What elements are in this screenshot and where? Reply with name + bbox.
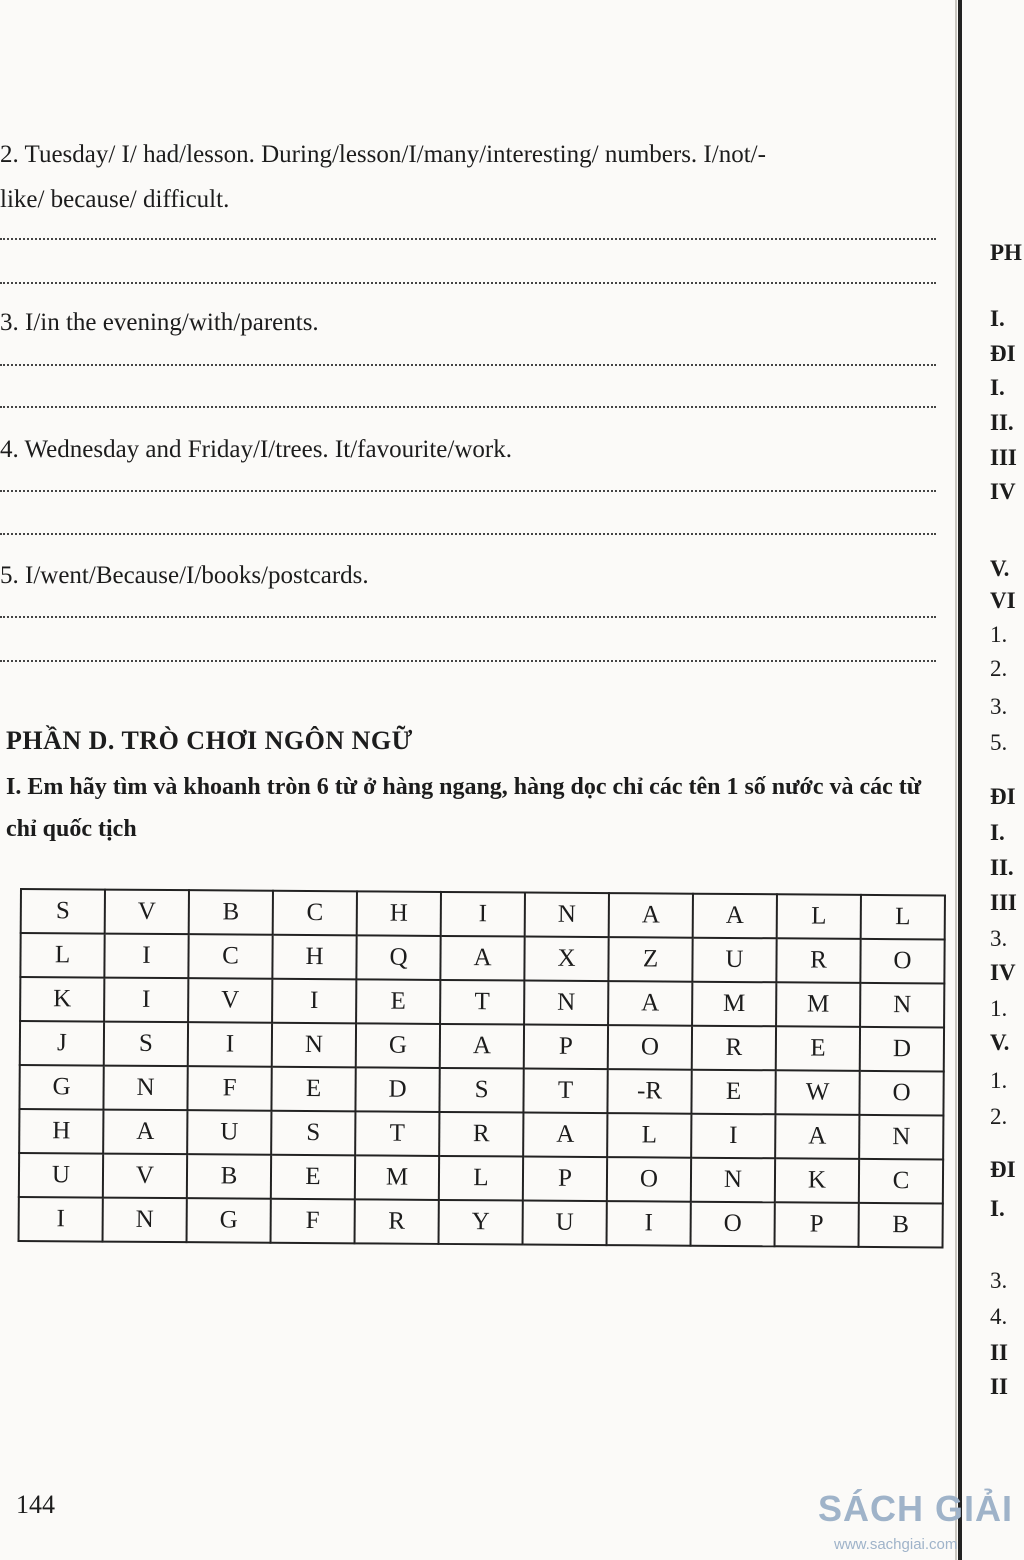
grid-cell[interactable]: N (103, 1066, 187, 1111)
grid-cell[interactable]: P (524, 1025, 608, 1070)
exercise-item-2-line-2: like/ because/ difficult. (0, 186, 230, 213)
next-page-fragment: PH (990, 240, 1022, 265)
grid-cell[interactable]: G (356, 1023, 440, 1068)
grid-cell[interactable]: O (607, 1157, 691, 1202)
grid-cell[interactable]: V (105, 890, 189, 935)
grid-cell[interactable]: N (691, 1158, 775, 1203)
grid-cell[interactable]: A (440, 936, 524, 981)
grid-cell[interactable]: Z (608, 937, 692, 982)
grid-cell[interactable]: N (859, 1115, 943, 1160)
grid-cell[interactable]: B (859, 1203, 943, 1248)
exercise-instruction: I. Em hãy tìm và khoanh tròn 6 từ ở hàng ngang, hàng dọc chỉ các tên 1 số nước và các từ chỉ quốc tịch (6, 774, 922, 842)
grid-cell[interactable]: S (21, 889, 105, 934)
grid-cell[interactable]: U (692, 938, 776, 983)
grid-cell[interactable]: D (355, 1067, 439, 1112)
grid-cell[interactable]: Y (439, 1200, 523, 1245)
next-page-fragment: 3. (990, 694, 1008, 719)
grid-cell[interactable]: F (187, 1066, 271, 1111)
grid-cell[interactable]: -R (607, 1069, 691, 1114)
next-page-fragment: 4. (990, 1304, 1008, 1329)
watermark-brand: SÁCH GIẢI (818, 1488, 1014, 1529)
grid-cell[interactable]: M (355, 1155, 439, 1200)
grid-cell[interactable]: E (776, 1026, 860, 1071)
grid-cell[interactable]: V (103, 1154, 187, 1199)
grid-cell[interactable]: N (525, 893, 609, 938)
next-page-fragment: II (990, 1374, 1008, 1399)
grid-cell[interactable]: G (19, 1065, 103, 1110)
grid-cell[interactable]: X (524, 937, 608, 982)
exercise-item-2-line-1: 2. Tuesday/ I/ had/lesson. During/lesson/I/many/interesting/ numbers. I/not/- (0, 141, 766, 168)
grid-cell[interactable]: O (691, 1202, 775, 1247)
next-page-fragment: III (990, 445, 1017, 470)
grid-cell[interactable]: Q (356, 935, 440, 980)
grid-cell[interactable]: M (776, 982, 860, 1027)
grid-cell[interactable]: R (776, 938, 860, 983)
grid-cell[interactable]: L (607, 1113, 691, 1158)
grid-cell[interactable]: P (775, 1202, 859, 1247)
grid-cell[interactable]: I (19, 1197, 103, 1242)
next-page-fragment: I. (990, 820, 1005, 845)
grid-cell[interactable]: S (271, 1111, 355, 1156)
next-page-fragment: 1. (990, 1068, 1008, 1093)
grid-cell[interactable]: A (775, 1114, 859, 1159)
grid-cell[interactable]: N (103, 1198, 187, 1243)
grid-cell[interactable]: W (775, 1070, 859, 1115)
next-page-fragment: I. (990, 375, 1005, 400)
grid-cell[interactable]: N (860, 983, 944, 1028)
next-page-fragment: IV (990, 960, 1016, 985)
answer-line[interactable] (0, 238, 936, 240)
grid-cell[interactable]: L (777, 894, 861, 939)
exercise-item-4-line-1: 4. Wednesday and Friday/I/trees. It/favourite/work. (0, 436, 512, 463)
next-page-fragment: 2. (990, 656, 1008, 681)
grid-cell[interactable]: O (608, 1025, 692, 1070)
next-page-fragment: II. (990, 855, 1014, 880)
next-page-fragment: II. (990, 410, 1014, 435)
grid-cell[interactable]: N (272, 1023, 356, 1068)
next-page-fragment: III (990, 890, 1017, 915)
next-page-fragment: 1. (990, 622, 1008, 647)
next-page-fragment: ĐI (990, 1157, 1016, 1182)
grid-cell[interactable]: S (439, 1068, 523, 1113)
answer-line[interactable] (0, 490, 936, 492)
grid-row (20, 1021, 944, 1071)
section-heading: PHẦN D. TRÒ CHƠI NGÔN NGỮ (6, 726, 413, 755)
grid-cell[interactable]: R (692, 1026, 776, 1071)
grid-row (19, 1109, 943, 1159)
grid-cell[interactable]: A (693, 894, 777, 939)
grid-row (19, 1197, 943, 1247)
grid-cell[interactable]: L (439, 1156, 523, 1201)
grid-row (19, 1153, 943, 1203)
grid-cell[interactable]: T (523, 1069, 607, 1114)
grid-cell[interactable]: I (441, 892, 525, 937)
grid-cell[interactable]: I (104, 978, 188, 1023)
next-page-margin (962, 0, 1024, 1560)
exercise-item-5-line-1: 5. I/went/Because/I/books/postcards. (0, 562, 369, 589)
grid-cell[interactable]: I (272, 979, 356, 1024)
grid-cell[interactable]: A (609, 893, 693, 938)
grid-row (20, 977, 944, 1027)
next-page-fragment: V. (990, 1030, 1010, 1055)
grid-cell[interactable]: B (187, 1154, 271, 1199)
grid-cell[interactable]: I (691, 1114, 775, 1159)
grid-row (20, 933, 944, 983)
grid-cell[interactable]: C (188, 934, 272, 979)
grid-cell[interactable]: J (20, 1021, 104, 1066)
answer-line[interactable] (0, 364, 936, 366)
next-page-fragment: ĐI (990, 784, 1016, 809)
next-page-fragment: 2. (990, 1104, 1008, 1129)
answer-line[interactable] (0, 533, 936, 535)
grid-cell[interactable]: I (607, 1201, 691, 1246)
grid-cell[interactable]: V (188, 978, 272, 1023)
grid-row (19, 1065, 943, 1115)
next-page-fragment: 3. (990, 926, 1008, 951)
grid-cell[interactable]: H (19, 1109, 103, 1154)
next-page-fragment: 5. (990, 730, 1008, 755)
grid-cell[interactable]: E (356, 979, 440, 1024)
grid-cell[interactable]: A (440, 1024, 524, 1069)
grid-cell[interactable]: R (355, 1199, 439, 1244)
next-page-fragment: V. (990, 556, 1010, 581)
grid-cell[interactable]: T (355, 1111, 439, 1156)
grid-cell[interactable]: T (440, 980, 524, 1025)
next-page-fragment: VI (990, 588, 1016, 613)
next-page-fragment: I. (990, 1196, 1005, 1221)
grid-cell[interactable]: R (439, 1112, 523, 1157)
next-page-fragment: ĐI (990, 341, 1016, 366)
grid-cell[interactable]: C (273, 891, 357, 936)
grid-cell[interactable]: U (523, 1201, 607, 1246)
answer-line[interactable] (0, 282, 936, 284)
grid-cell[interactable]: I (188, 1022, 272, 1067)
grid-cell[interactable]: M (692, 982, 776, 1027)
grid-cell[interactable]: F (271, 1199, 355, 1244)
grid-cell[interactable]: A (103, 1110, 187, 1155)
grid-cell[interactable]: D (860, 1027, 944, 1072)
grid-row (21, 889, 945, 939)
grid-cell[interactable]: G (187, 1198, 271, 1243)
grid-cell[interactable]: K (20, 977, 104, 1022)
page-binding-line (955, 0, 957, 1560)
grid-cell[interactable]: P (523, 1157, 607, 1202)
answer-line[interactable] (0, 660, 936, 662)
grid-cell[interactable]: E (271, 1155, 355, 1200)
answer-line[interactable] (0, 616, 936, 618)
grid-cell[interactable]: U (187, 1110, 271, 1155)
page-number: 144 (16, 1490, 55, 1519)
exercise-item-3-line-1: 3. I/in the evening/with/parents. (0, 309, 319, 336)
watermark (818, 1488, 1024, 1560)
next-page-fragment: 1. (990, 996, 1008, 1021)
grid-cell[interactable]: I (104, 934, 188, 979)
grid-cell[interactable]: K (775, 1158, 859, 1203)
next-page-fragment: IV (990, 479, 1016, 504)
word-search-grid (18, 888, 946, 1248)
next-page-fragment: 3. (990, 1268, 1008, 1293)
grid-cell[interactable]: L (861, 895, 945, 940)
grid-cell[interactable]: H (272, 935, 356, 980)
grid-cell[interactable]: S (104, 1022, 188, 1067)
grid-cell[interactable]: A (608, 981, 692, 1026)
watermark-url: www.sachgiai.com (834, 1536, 958, 1553)
grid-cell[interactable]: O (859, 1071, 943, 1116)
grid-cell[interactable]: A (523, 1113, 607, 1158)
grid-cell[interactable]: E (271, 1067, 355, 1112)
answer-line[interactable] (0, 406, 936, 408)
grid-cell[interactable]: U (19, 1153, 103, 1198)
grid-cell[interactable]: B (189, 890, 273, 935)
grid-cell[interactable]: N (524, 981, 608, 1026)
grid-cell[interactable]: O (860, 939, 944, 984)
grid-cell[interactable]: L (20, 933, 104, 978)
next-page-fragment: II (990, 1340, 1008, 1365)
grid-cell[interactable]: E (691, 1070, 775, 1115)
grid-cell[interactable]: H (357, 891, 441, 936)
grid-cell[interactable]: C (859, 1159, 943, 1204)
next-page-fragment: I. (990, 306, 1005, 331)
